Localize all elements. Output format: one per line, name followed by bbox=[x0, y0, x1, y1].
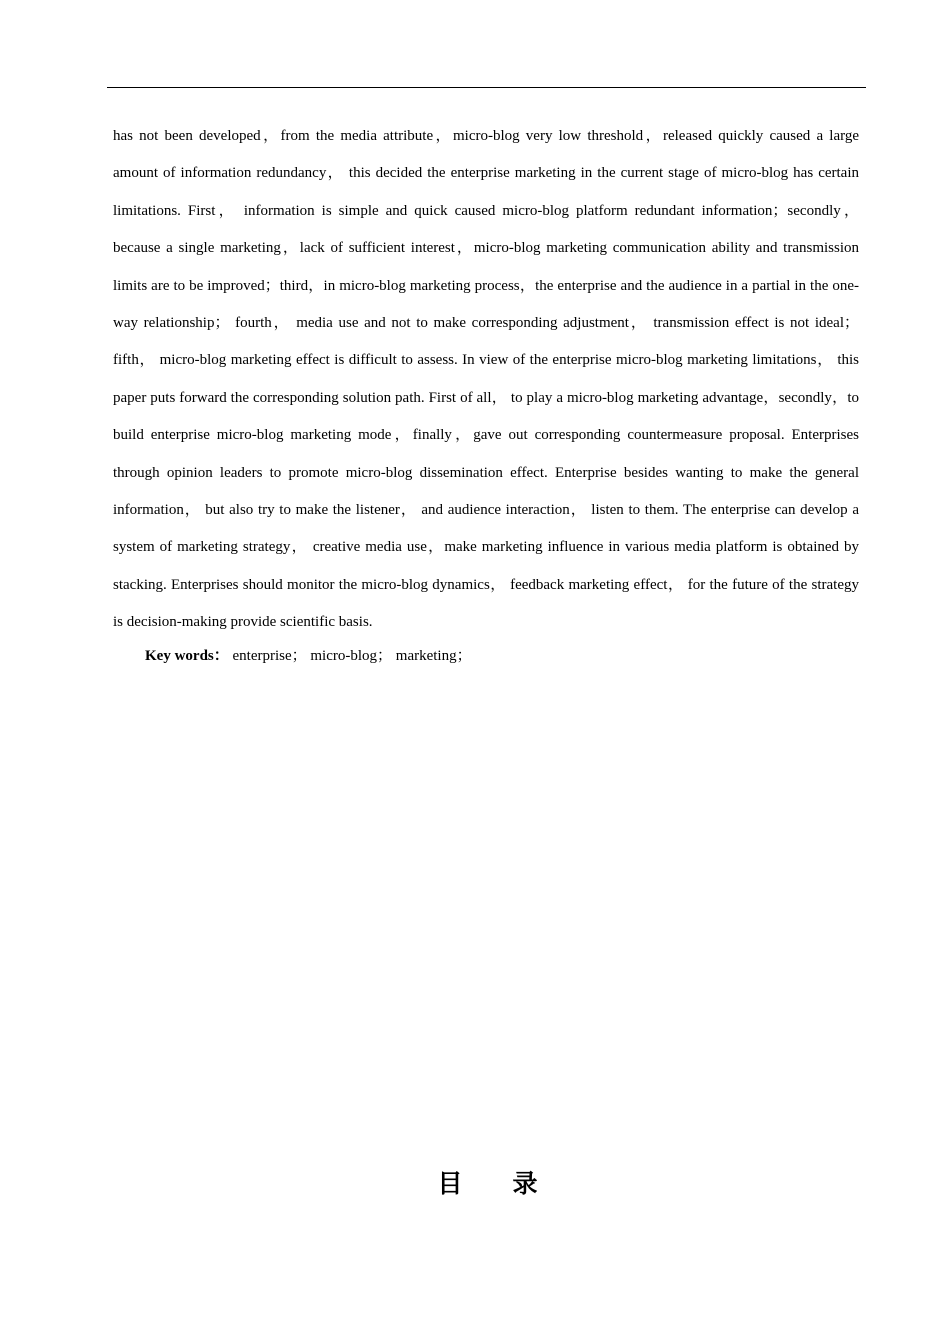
toc-title: 目 录 bbox=[437, 1169, 538, 1198]
abstract-paragraph: has not been developed，from the media attribute，micro-blog very low threshold，released quickly caused a large amount of information redundancy， this decided the enterprise marketing in the current stage of micro-blog has certain limitations. First， information is simple and quick caused micro-blog platform redundant information；secondly，because a single marketing，lack of sufficient interest，micro-blog marketing communication ability and transmission limits are to be improved；third，in micro-blog marketing process，the enterprise and the audience in a partial in the one-way relationship； fourth， media use and not to make corresponding adjustment， transmission effect is not ideal； fifth， micro-blog marketing effect is difficult to assess. In view of the enterprise micro-blog marketing limitations， this paper puts forward the corresponding solution path. First of all， to play a micro-blog marketing advantage，secondly，to build enterprise micro-blog marketing mode，finally，gave out corresponding countermeasure proposal. Enterprises through opinion leaders to promote micro-blog dissemination effect. Enterprise besides wanting to make the general information， but also try to make the listener， and audience interaction， listen to them. The enterprise can develop a system of marketing strategy， creative media use，make marketing influence in various media platform is obtained by stacking. Enterprises should monitor the micro-blog dynamics， feedback marketing effect， for the future of the strategy is decision-making provide scientific basis. bbox=[113, 128, 859, 631]
keywords-label: Key words： bbox=[145, 648, 229, 664]
header-rule bbox=[107, 87, 866, 88]
keywords-values: enterprise； micro-blog； marketing； bbox=[232, 648, 472, 664]
keywords-line bbox=[145, 645, 472, 667]
